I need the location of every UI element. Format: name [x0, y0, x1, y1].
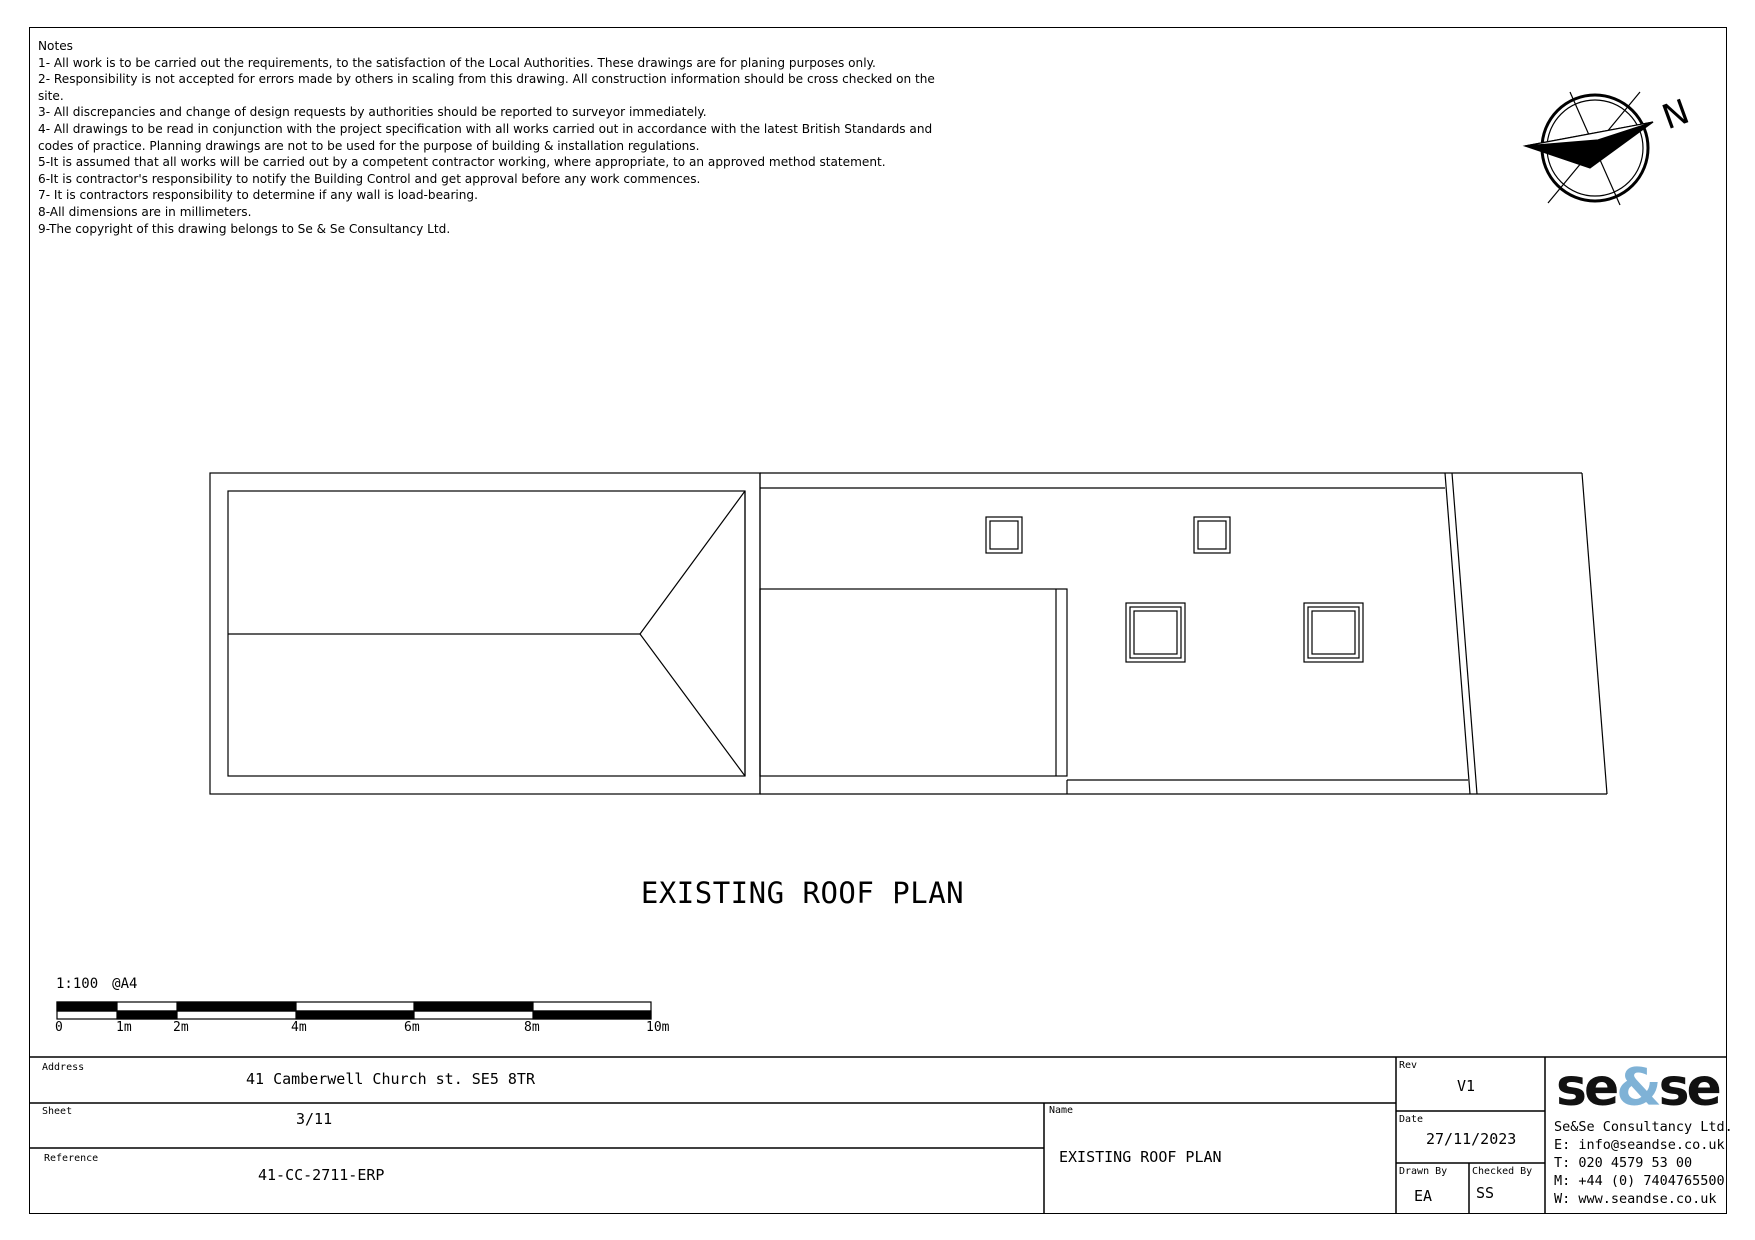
note-item: 2- Responsibility is not accepted for errors made by others in scaling from this drawing. All construction information should be cross checked on the site. — [38, 72, 935, 103]
scale-tick: 2m — [173, 1020, 189, 1035]
note-item: 4- All drawings to be read in conjunction with the project specification with all works carried out in accordance with the latest British Standards and codes of practice. Planning drawings are not to be used for the purpose of building & installation regulations. — [38, 121, 933, 153]
company-phone: T: 020 4579 53 00 — [1554, 1155, 1693, 1171]
note-item: 7- It is contractors responsibility to determine if any wall is load-bearing. — [38, 188, 478, 203]
date-label: Date — [1399, 1114, 1424, 1125]
logo-amp: & — [1616, 1058, 1659, 1118]
note-item: 8-All dimensions are in millimeters. — [38, 204, 252, 219]
checked-by-value: SS — [1476, 1184, 1495, 1202]
rev-label: Rev — [1399, 1060, 1418, 1071]
scale-tick: 6m — [404, 1020, 420, 1035]
sheet-label: Sheet — [42, 1106, 73, 1117]
scale-tick: 4m — [291, 1020, 307, 1035]
logo-right: se — [1658, 1058, 1719, 1118]
scale-tick: 8m — [524, 1020, 540, 1035]
rev-value: V1 — [1457, 1077, 1476, 1095]
note-item: 3- All discrepancies and change of design requests by authorities should be reported to surveyor immediately. — [38, 105, 707, 120]
note-item: 5-It is assumed that all works will be carried out by a competent contractor working, where appropriate, to an approved method statement. — [38, 155, 886, 170]
company-name: Se&Se Consultancy Ltd. — [1554, 1119, 1733, 1135]
note-item: 9-The copyright of this drawing belongs to Se & Se Consultancy Ltd. — [38, 221, 451, 236]
rooflight-large-2 — [1304, 603, 1363, 662]
drawing-title: EXISTING ROOF PLAN — [640, 876, 965, 910]
name-label: Name — [1049, 1105, 1074, 1116]
address-label: Address — [42, 1062, 85, 1073]
note-item: 6-It is contractor's responsibility to notify the Building Control and get approval before any work commences. — [38, 171, 701, 186]
drawn-by-value: EA — [1414, 1187, 1433, 1205]
north-arrow-icon — [1525, 92, 1653, 205]
company-logo — [1556, 1058, 1719, 1118]
scale-tick: 10m — [646, 1020, 670, 1035]
checked-by-label: Checked By — [1472, 1166, 1533, 1177]
drawn-by-label: Drawn By — [1399, 1166, 1448, 1177]
scale-label — [56, 976, 137, 992]
scale-bar — [57, 1002, 651, 1019]
reference-label: Reference — [44, 1153, 99, 1164]
address-value: 41 Camberwell Church st. SE5 8TR — [246, 1070, 535, 1088]
company-mobile: M: +44 (0) 7404765500 — [1554, 1173, 1725, 1189]
scale-paper: @A4 — [112, 976, 138, 992]
logo-left: se — [1556, 1058, 1617, 1118]
scale-tick: 1m — [116, 1020, 132, 1035]
company-web: W: www.seandse.co.uk — [1554, 1191, 1717, 1207]
date-value: 27/11/2023 — [1426, 1130, 1517, 1148]
company-email: E: info@seandse.co.uk — [1554, 1137, 1725, 1153]
rooflight-large-1 — [1126, 603, 1185, 662]
name-value: EXISTING ROOF PLAN — [1059, 1148, 1222, 1166]
north-label: N — [1656, 91, 1695, 139]
note-item: 1- All work is to be carried out the requirements, to the satisfaction of the Local Authorities. These drawings are for planing purposes only. — [38, 55, 876, 70]
scale-ratio: 1:100 — [56, 976, 99, 992]
sheet-value: 3/11 — [296, 1110, 333, 1128]
scale-tick: 0 — [55, 1020, 63, 1035]
rooflight-small-2 — [1194, 517, 1230, 553]
reference-value: 41-CC-2711-ERP — [258, 1166, 385, 1184]
roof-outline — [210, 473, 1607, 794]
notes-heading: Notes — [38, 39, 73, 53]
rooflight-small-1 — [986, 517, 1022, 553]
